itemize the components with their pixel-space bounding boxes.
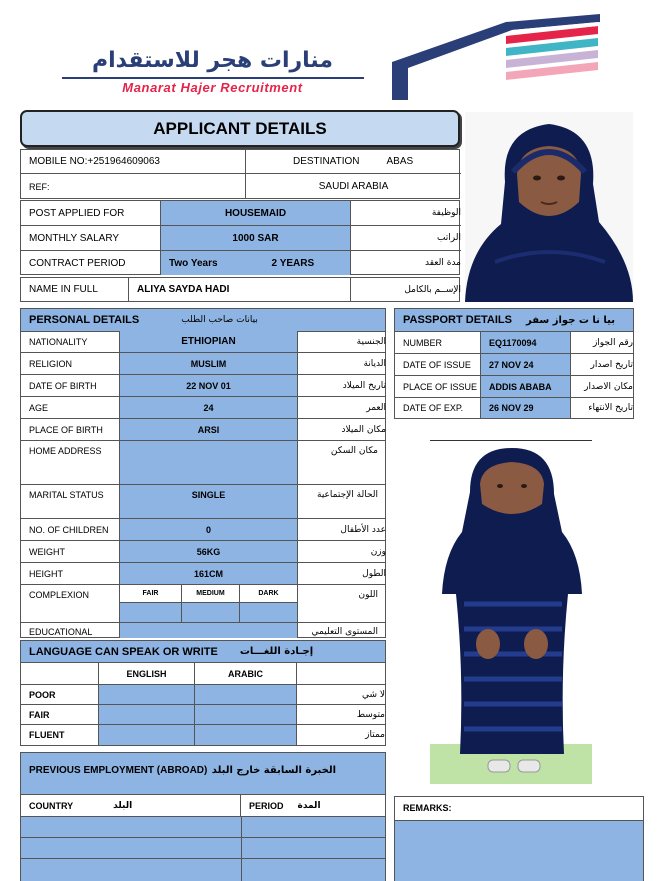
row-home-address (20, 441, 386, 485)
photo-divider (430, 440, 592, 441)
personal-header-label: PERSONAL DETAILS (29, 314, 140, 326)
passport-row-place (395, 376, 633, 398)
complexion-label: COMPLEXION (21, 585, 120, 622)
employment-row-3 (21, 859, 385, 881)
age-label: AGE (21, 397, 120, 418)
row-education (20, 623, 386, 638)
dob-label: DATE OF BIRTH (21, 375, 120, 396)
employment-subheader (21, 795, 385, 817)
complexion-fair: FAIR (120, 585, 182, 602)
language-arabic: ARABIC (195, 663, 297, 684)
language-poor: POOR (21, 685, 99, 704)
complexion-medium-box[interactable] (182, 602, 240, 622)
nationality-value: ETHIOPIAN (120, 331, 298, 352)
ref-label: REF: (29, 181, 50, 192)
destination-cell (246, 150, 461, 174)
fair-arabic-box[interactable] (195, 705, 297, 724)
contract-label: CONTRACT PERIOD (21, 251, 161, 275)
employment-period: PERIOD (249, 800, 284, 811)
passport-issue-value: 27 NOV 24 (481, 354, 571, 375)
dob-ar: تاريخ الميلاد (342, 380, 386, 391)
employment-country-cell (21, 795, 241, 816)
complexion-dark: DARK (240, 585, 298, 602)
remarks-field[interactable] (395, 821, 643, 881)
passport-row-exp (395, 398, 633, 418)
address-label: HOME ADDRESS (21, 441, 120, 484)
row-children (20, 519, 386, 541)
passport-table (394, 308, 634, 419)
post-ar: الوظيفة (351, 201, 461, 226)
weight-label: WEIGHT (21, 541, 120, 562)
name-label: NAME IN FULL (21, 278, 129, 301)
logo (60, 40, 370, 100)
passport-exp-ar: تاريخ الانتهاء (588, 403, 633, 413)
contract-value-cell (161, 251, 351, 275)
country-value: SAUDI ARABIA (318, 181, 389, 192)
height-ar: الطول (362, 568, 386, 579)
height-label: HEIGHT (21, 563, 120, 584)
pob-label: PLACE OF BIRTH (21, 419, 120, 440)
personal-header (21, 309, 386, 332)
logo-underline (62, 77, 364, 79)
destination-label: DESTINATION (293, 156, 360, 167)
salary-label: MONTHLY SALARY (21, 226, 161, 251)
complexion-medium: MEDIUM (182, 585, 240, 602)
applicant-portrait-photo (465, 112, 633, 302)
language-header-ar: إجـادة اللغـــات (239, 646, 314, 657)
job-table (20, 200, 460, 275)
children-value: 0 (120, 519, 298, 540)
passport-issue-label: DATE OF ISSUE (395, 354, 481, 375)
row-dob (20, 375, 386, 397)
passport-issue-ar: تاريخ اصدار (590, 359, 633, 370)
education-value (120, 623, 298, 638)
weight-value: 56KG (120, 541, 298, 562)
mobile-cell (21, 150, 246, 174)
applicant-full-body-photo (430, 444, 592, 784)
row-age (20, 397, 386, 419)
language-fair-ar: متوسط (356, 709, 385, 720)
passport-place-label: PLACE OF ISSUE (395, 376, 481, 397)
education-ar: المستوى التعليمي (311, 627, 378, 637)
passport-header (395, 309, 633, 332)
language-english: ENGLISH (99, 663, 195, 684)
address-ar: مكان السكن (330, 446, 378, 456)
salary-ar: الراتب (351, 226, 461, 251)
passport-row-number (395, 332, 633, 354)
row-marital (20, 485, 386, 519)
salary-value: 1000 SAR (161, 226, 351, 251)
employment-country: COUNTRY (29, 800, 74, 811)
language-fluent-ar: ممتاز (365, 730, 385, 740)
contract-value-caps: 2 YEARS (271, 257, 315, 269)
row-complexion (20, 585, 386, 623)
language-subheader (21, 663, 385, 685)
row-religion (20, 353, 386, 375)
language-poor-ar: لا شي (361, 689, 385, 700)
language-header-label: LANGUAGE CAN SPEAK OR WRITE (29, 645, 218, 658)
remarks-box (394, 796, 644, 881)
passport-header-ar: بيا نا ت جواز سفر (526, 314, 615, 326)
complexion-fair-box[interactable] (120, 602, 182, 622)
dob-value: 22 NOV 01 (120, 375, 298, 396)
language-table (20, 640, 386, 746)
nationality-label: NATIONALITY (21, 331, 120, 352)
name-table (20, 277, 460, 302)
weight-ar: وزن (370, 546, 386, 557)
row-place-of-birth (20, 419, 386, 441)
mobile-value: +251964609063 (87, 156, 160, 167)
employment-header-ar: الخبرة السابقة خارج البلد (211, 765, 337, 776)
page-title (20, 110, 460, 147)
age-value: 24 (120, 397, 298, 418)
mobile-label: MOBILE NO: (29, 156, 88, 167)
passport-number-ar: رقم الجواز (592, 337, 633, 348)
nationality-ar: الجنسية (356, 336, 386, 347)
logo-english-name: Manarat Hajer Recruitment (122, 80, 303, 95)
language-corner (21, 663, 99, 684)
passport-number-label: NUMBER (395, 332, 481, 353)
contract-ar: مدة العقد (425, 258, 461, 268)
remarks-label: REMARKS: (395, 797, 643, 821)
complexion-dark-box[interactable] (240, 602, 298, 622)
language-fair: FAIR (21, 705, 99, 724)
row-nationality (20, 331, 386, 353)
employment-period-ar: المدة (297, 800, 321, 811)
house-logo-icon (388, 12, 600, 104)
fair-english-box[interactable] (99, 705, 195, 724)
education-label: EDUCATIONAL (21, 623, 120, 638)
passport-number-value: EQ1170094 (481, 332, 571, 353)
employment-row-3-divider (241, 859, 242, 881)
religion-label: RELIGION (21, 353, 120, 374)
language-row-fair (21, 705, 385, 725)
name-ar: الإســم بالكامل (404, 284, 461, 295)
address-value (120, 441, 298, 484)
passport-exp-value: 26 NOV 29 (481, 398, 571, 418)
employment-row-1 (21, 817, 385, 838)
row-height (20, 563, 386, 585)
passport-exp-label: DATE OF EXP. (395, 398, 481, 418)
height-value: 161CM (120, 563, 298, 584)
name-value: ALIYA SAYDA HADI (129, 278, 351, 301)
employment-header (21, 753, 385, 795)
marital-label: MARITAL STATUS (21, 485, 120, 518)
children-label: NO. OF CHILDREN (21, 519, 120, 540)
employment-table (20, 752, 386, 881)
religion-value: MUSLIM (120, 353, 298, 374)
passport-row-issue (395, 354, 633, 376)
religion-ar: الديانة (363, 358, 386, 369)
pob-ar: مكان الميلاد (341, 424, 386, 435)
passport-place-value: ADDIS ABABA (481, 376, 571, 397)
fluent-english-box[interactable] (99, 725, 195, 745)
page-title-text: APPLICANT DETAILS (153, 118, 327, 138)
contract-value-words: Two Years (169, 257, 218, 269)
poor-arabic-box[interactable] (195, 685, 297, 704)
passport-header-label: PASSPORT DETAILS (403, 314, 512, 326)
marital-ar: الحالة الإجتماعية (317, 490, 378, 500)
employment-country-ar: البلد (113, 800, 133, 811)
employment-row-1-divider (241, 817, 242, 838)
employment-period-cell (241, 795, 385, 816)
logo-arabic-name: منارات هجر للاستقدام (91, 48, 334, 73)
marital-value: SINGLE (120, 485, 298, 518)
country-cell (246, 174, 461, 199)
post-value: HOUSEMAID (161, 201, 351, 226)
employment-row-2-divider (241, 838, 242, 859)
row-weight (20, 541, 386, 563)
poor-english-box[interactable] (99, 685, 195, 704)
pob-value: ARSI (120, 419, 298, 440)
employment-header-label: PREVIOUS EMPLOYMENT (ABROAD) (29, 765, 208, 776)
contact-table (20, 149, 460, 199)
language-fluent: FLUENT (21, 725, 99, 745)
employment-row-2 (21, 838, 385, 859)
fluent-arabic-box[interactable] (195, 725, 297, 745)
complexion-ar: اللون (358, 590, 378, 600)
age-ar: العمر (366, 402, 386, 413)
post-label: POST APPLIED FOR (21, 201, 161, 226)
ref-cell (21, 174, 246, 199)
language-row-fluent (21, 725, 385, 745)
language-header (21, 641, 385, 663)
children-ar: عدد الأطفال (340, 524, 386, 535)
passport-place-ar: مكان الاصدار (584, 381, 633, 392)
language-row-poor (21, 685, 385, 705)
personal-header-ar: بيانات صاحب الطلب (181, 315, 258, 325)
destination-value: ABAS (386, 156, 414, 167)
